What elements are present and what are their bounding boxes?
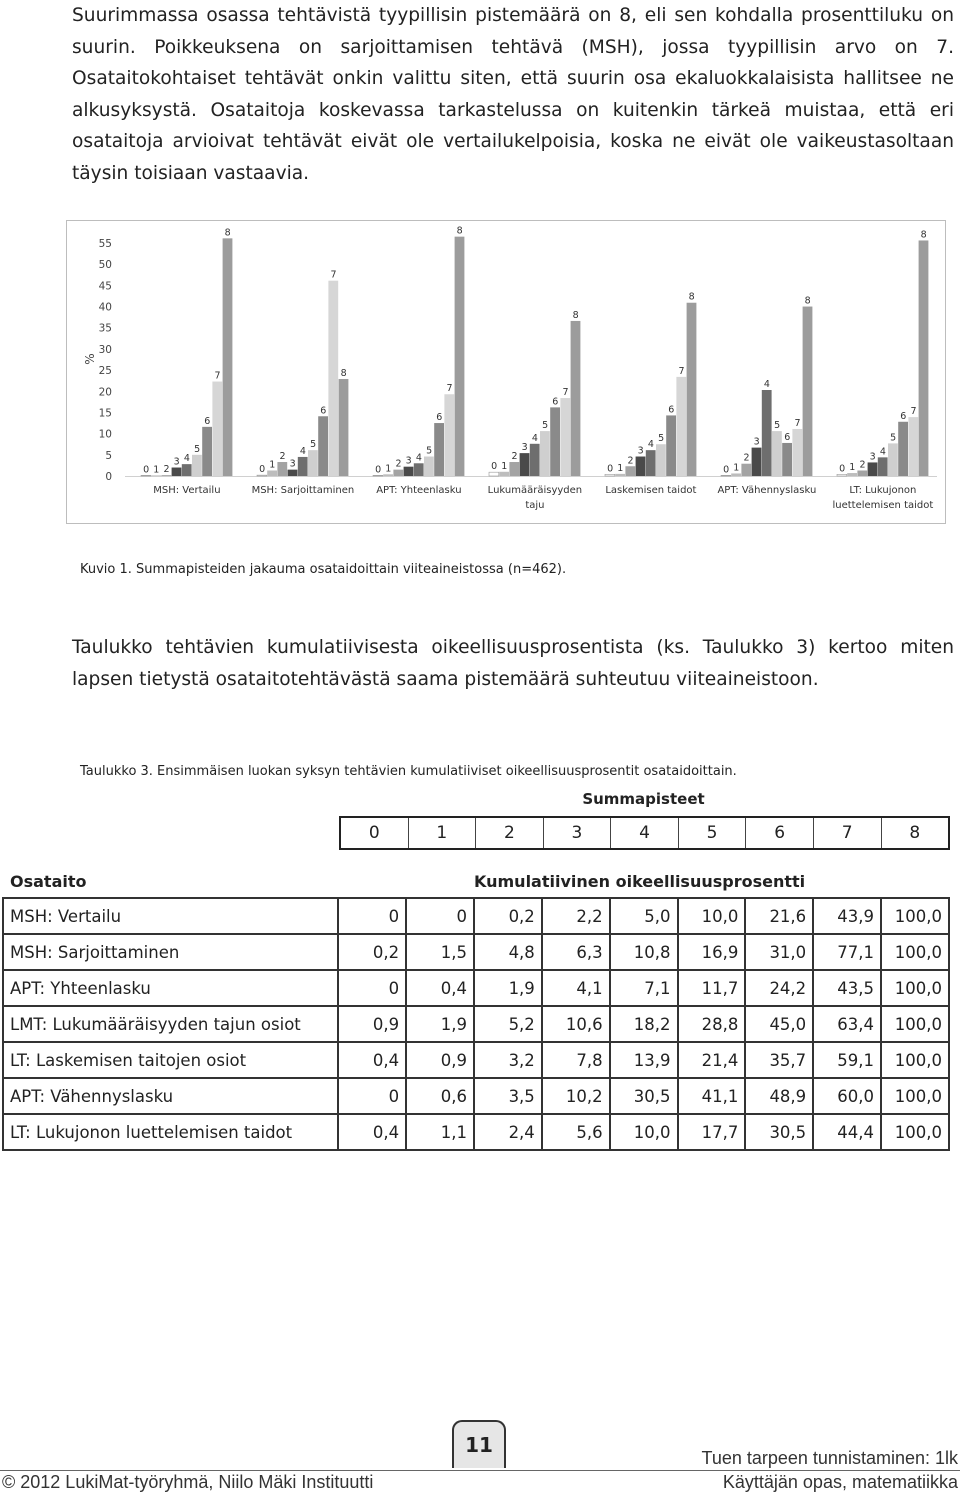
y-axis-label: % — [83, 353, 97, 365]
bar — [455, 237, 465, 476]
bar-data-label: 3 — [405, 455, 412, 467]
bar-data-label: 0 — [259, 464, 266, 476]
table-cell: 3,2 — [474, 1042, 542, 1078]
y-tick-label: 20 — [98, 386, 112, 399]
table-cell: 100,0 — [881, 934, 949, 970]
bar-data-label: 3 — [173, 456, 180, 468]
bar — [298, 457, 308, 476]
bar — [212, 382, 222, 476]
bar — [267, 470, 277, 476]
table-cell: 6,3 — [542, 934, 610, 970]
bar — [868, 462, 878, 476]
bar-data-label: 8 — [456, 225, 463, 237]
table-cell: 13,9 — [610, 1042, 678, 1078]
bar — [762, 390, 772, 476]
bar — [434, 423, 444, 476]
osataito-heading: Osataito — [10, 872, 87, 891]
bar-chart — [66, 220, 946, 524]
bar-data-label: 7 — [330, 269, 337, 281]
table-cell: 5,6 — [542, 1114, 610, 1150]
bar-data-label: 2 — [743, 452, 750, 464]
bar — [141, 475, 151, 476]
table-cell: 28,8 — [678, 1006, 746, 1042]
y-tick-label: 55 — [98, 238, 112, 250]
table-cell: 21,6 — [745, 898, 813, 934]
bar — [676, 377, 686, 476]
table-row — [3, 934, 949, 970]
bar-data-label: 0 — [723, 464, 730, 476]
footer-title-line1: Tuen tarpeen tunnistaminen: 1lk — [701, 1448, 958, 1468]
y-tick-label: 25 — [98, 365, 112, 378]
table-cell: 0,9 — [406, 1042, 474, 1078]
table-cell: 100,0 — [881, 898, 949, 934]
table-cell: 59,1 — [813, 1042, 881, 1078]
bar-data-label: 6 — [204, 415, 211, 427]
bar — [721, 475, 731, 476]
bar-data-label: 8 — [688, 291, 695, 303]
table-cell: 0 — [338, 970, 406, 1006]
bar-data-label: 1 — [501, 460, 508, 472]
score-header-cell: 4 — [610, 818, 678, 848]
bar — [656, 444, 666, 476]
bar-data-label: 1 — [269, 459, 276, 471]
bar — [803, 307, 813, 476]
bar — [520, 453, 530, 476]
bar-data-label: 2 — [627, 455, 634, 467]
bar — [919, 240, 929, 476]
table-cell: 2,4 — [474, 1114, 542, 1150]
score-header-cell: 6 — [745, 818, 813, 848]
intro-paragraph: Suurimmassa osassa tehtävistä tyypillisin pistemäärä on 8, eli sen kohdalla prosenttiluku on suurin. Poikkeuksena on sarjoittamisen tehtävä (MSH), jossa tyypillisin arvo on 7. Osataitokohtaiset tehtävät onkin valittu siten, että suurin osa ekaluokkalaisista hallitsee ne alkusyksystä. Osataitoja koskevassa tarkastelussa on kuitenkin tärkeä muistaa, että eri osataitoja arvioivat tehtävät eivät ole vertailukelpoisia, koska ne eivät ole vaikeustasoltaan täysin toisiaan vastaavia. — [72, 5, 954, 184]
table-cell: 10,8 — [610, 934, 678, 970]
bar-data-label: 2 — [279, 451, 286, 463]
bar — [192, 455, 202, 476]
table-cell: 0,4 — [338, 1114, 406, 1150]
y-tick-label: 40 — [98, 301, 112, 314]
bar — [373, 475, 383, 476]
score-header-cell: 1 — [408, 818, 476, 848]
row-label: LMT: Lukumääräisyyden tajun osiot — [3, 1006, 338, 1042]
table-cell: 7,1 — [610, 970, 678, 1006]
table-cell: 2,2 — [542, 898, 610, 934]
y-tick-label: 5 — [105, 449, 112, 462]
table-cell: 17,7 — [678, 1114, 746, 1150]
bar-data-label: 4 — [299, 445, 306, 457]
chart-svg — [67, 221, 945, 523]
bar-data-label: 8 — [340, 367, 347, 379]
table-cell: 0,6 — [406, 1078, 474, 1114]
table-cell: 4,8 — [474, 934, 542, 970]
table-intro-paragraph: Taulukko tehtävien kumulatiivisesta oikeellisuusprosentista (ks. Taulukko 3) kertoo miten lapsen tietystä osataitotehtävästä saama pistemäärä suhteutuu viiteaineistoon. — [72, 637, 954, 690]
bar — [898, 422, 908, 476]
bar-data-label: 3 — [869, 451, 876, 463]
table-cell: 100,0 — [881, 1114, 949, 1150]
bar — [550, 407, 560, 476]
table-cell: 0 — [338, 898, 406, 934]
y-tick-label: 10 — [98, 428, 112, 441]
bar — [636, 457, 646, 476]
bar — [277, 462, 287, 476]
bar-data-label: 3 — [753, 436, 760, 448]
table-cell: 5,0 — [610, 898, 678, 934]
table-cell: 0 — [338, 1078, 406, 1114]
bar — [615, 474, 625, 476]
table-cell: 45,0 — [745, 1006, 813, 1042]
y-tick-label: 35 — [98, 322, 112, 335]
cumulative-table — [2, 897, 950, 1151]
y-tick-label: 50 — [98, 259, 112, 272]
bar-data-label: 4 — [763, 379, 770, 391]
figure-caption: Kuvio 1. Summapisteiden jakauma osataidoittain viiteaineistossa (n=462). — [80, 562, 567, 577]
table-cell: 4,1 — [542, 970, 610, 1006]
score-header-cell: 0 — [368, 823, 380, 843]
bar — [339, 379, 349, 476]
bar — [625, 466, 635, 476]
table-cell: 16,9 — [678, 934, 746, 970]
bar-data-label: 2 — [511, 451, 518, 463]
table-cell: 100,0 — [881, 1006, 949, 1042]
bar-data-label: 7 — [794, 417, 801, 429]
x-category-label: taju — [525, 500, 545, 511]
bar-data-label: 7 — [214, 370, 221, 382]
bar — [782, 443, 792, 476]
bar — [393, 470, 403, 476]
bar-data-label: 7 — [910, 406, 917, 418]
bar — [837, 474, 847, 476]
bar — [257, 475, 267, 476]
table-cell: 1,5 — [406, 934, 474, 970]
bar-data-label: 5 — [310, 439, 317, 451]
table-cell: 7,8 — [542, 1042, 610, 1078]
bar-data-label: 1 — [617, 462, 624, 474]
table-cell: 1,9 — [474, 970, 542, 1006]
table-cell: 24,2 — [745, 970, 813, 1006]
bar-data-label: 6 — [668, 404, 675, 416]
bar-data-label: 5 — [194, 443, 201, 455]
bar-data-label: 8 — [572, 309, 579, 321]
table-row — [3, 1078, 949, 1114]
bar-data-label: 0 — [839, 463, 846, 475]
table-cell: 43,5 — [813, 970, 881, 1006]
table-cell: 0,2 — [338, 934, 406, 970]
bar — [741, 464, 751, 476]
footer-rule — [0, 1470, 960, 1471]
bar-data-label: 3 — [289, 458, 296, 470]
bar-data-label: 6 — [784, 431, 791, 443]
table-row — [3, 898, 949, 934]
table-cell: 10,0 — [610, 1114, 678, 1150]
score-header-cell: 2 — [475, 818, 543, 848]
table-cell: 10,0 — [678, 898, 746, 934]
bar — [878, 457, 888, 476]
bar-data-label: 5 — [542, 420, 549, 432]
table-row — [3, 1114, 949, 1150]
bar-data-label: 1 — [849, 462, 856, 474]
bar-data-label: 7 — [678, 365, 685, 377]
bar-data-label: 4 — [879, 446, 886, 458]
footer-title-line2: Käyttäjän opas, matematiikka — [722, 1472, 958, 1492]
table-caption: Taulukko 3. Ensimmäisen luokan syksyn tehtävien kumulatiiviset oikeellisuusprosentit osataidoittain. — [80, 764, 737, 779]
bar — [404, 467, 414, 476]
bar — [687, 303, 697, 476]
bar-data-label: 6 — [320, 405, 327, 417]
footer-copyright: © 2012 LukiMat-työryhmä, Niilo Mäki Instituutti — [2, 1472, 374, 1492]
bar-data-label: 3 — [637, 445, 644, 457]
bar — [499, 472, 509, 476]
row-label: LT: Laskemisen taitojen osiot — [3, 1042, 338, 1078]
bar-data-label: 5 — [426, 445, 433, 457]
bar — [605, 474, 615, 476]
x-category-label: APT: Vähennyslasku — [717, 485, 817, 496]
bar — [328, 281, 338, 476]
table-cell: 41,1 — [678, 1078, 746, 1114]
bar-data-label: 6 — [900, 410, 907, 422]
table-cell: 1,1 — [406, 1114, 474, 1150]
score-header-cell: 7 — [813, 818, 881, 848]
table-cell: 0,2 — [474, 898, 542, 934]
bar — [908, 417, 918, 476]
bar — [288, 470, 298, 476]
bar-data-label: 8 — [224, 227, 231, 239]
bar-data-label: 7 — [562, 387, 569, 399]
bar-data-label: 7 — [446, 383, 453, 395]
bar — [182, 464, 192, 476]
bar — [161, 475, 171, 476]
bar-data-label: 6 — [552, 396, 559, 408]
bar-data-label: 4 — [531, 432, 538, 444]
bar — [444, 394, 454, 476]
table-cell: 77,1 — [813, 934, 881, 970]
x-category-label: LT: Lukujonon — [849, 485, 917, 496]
table-row — [3, 1042, 949, 1078]
table-cell: 63,4 — [813, 1006, 881, 1042]
x-category-label: APT: Yhteenlasku — [376, 485, 462, 496]
bar — [172, 468, 182, 476]
table-cell: 10,6 — [542, 1006, 610, 1042]
bar-data-label: 8 — [804, 295, 811, 307]
bar-data-label: 0 — [607, 463, 614, 475]
table-cell: 18,2 — [610, 1006, 678, 1042]
table-row — [3, 970, 949, 1006]
row-label: MSH: Sarjoittaminen — [3, 934, 338, 970]
bar-data-label: 0 — [375, 464, 382, 476]
x-category-label: Laskemisen taidot — [605, 485, 697, 496]
bar-data-label: 1 — [733, 462, 740, 474]
bar-data-label: 0 — [491, 461, 498, 473]
bar — [752, 448, 762, 476]
bar — [772, 431, 782, 476]
bar — [560, 398, 570, 476]
bar-data-label: 4 — [183, 453, 190, 465]
bar-data-label: 5 — [890, 432, 897, 444]
bar — [489, 472, 499, 476]
y-tick-label: 45 — [98, 280, 112, 293]
bar — [847, 473, 857, 476]
bar — [571, 321, 581, 476]
page-number: 11 — [465, 1433, 493, 1457]
score-header-cell: 5 — [678, 818, 746, 848]
bar — [509, 462, 519, 476]
table-cell: 21,4 — [678, 1042, 746, 1078]
table-cell: 0,9 — [338, 1006, 406, 1042]
bar — [424, 457, 434, 476]
bar — [530, 444, 540, 476]
bar-data-label: 3 — [521, 442, 528, 454]
y-tick-label: 30 — [98, 343, 112, 356]
table-cell: 11,7 — [678, 970, 746, 1006]
bar — [888, 443, 898, 476]
table-cell: 1,9 — [406, 1006, 474, 1042]
x-category-label: MSH: Vertailu — [153, 485, 221, 496]
row-label: LT: Lukujonon luettelemisen taidot — [3, 1114, 338, 1150]
table-cell: 100,0 — [881, 1042, 949, 1078]
table-cell: 30,5 — [610, 1078, 678, 1114]
table-cell: 10,2 — [542, 1078, 610, 1114]
bar — [202, 427, 212, 476]
row-label: APT: Vähennyslasku — [3, 1078, 338, 1114]
bar-data-label: 5 — [658, 433, 665, 445]
page-number-tab — [452, 1420, 506, 1468]
table-cell: 100,0 — [881, 970, 949, 1006]
summapisteet-heading: Summapisteet — [582, 790, 705, 808]
bar-data-label: 4 — [647, 439, 654, 451]
bar — [540, 431, 550, 476]
score-header-cell: 8 — [881, 818, 949, 848]
x-category-label: Lukumääräisyyden — [487, 485, 583, 496]
table-cell: 44,4 — [813, 1114, 881, 1150]
table-cell: 60,0 — [813, 1078, 881, 1114]
table-row — [3, 1006, 949, 1042]
table-cell: 35,7 — [745, 1042, 813, 1078]
bar-data-label: 8 — [920, 229, 927, 241]
bar-data-label: 1 — [385, 463, 392, 475]
bar-data-label: 1 — [153, 464, 160, 476]
score-header-row — [339, 816, 950, 850]
bar-data-label: 0 — [143, 464, 150, 476]
bar — [308, 450, 318, 476]
bar-data-label: 6 — [436, 412, 443, 424]
bar — [414, 463, 424, 476]
table-cell: 0 — [406, 898, 474, 934]
y-tick-label: 0 — [105, 471, 112, 483]
score-header-cell: 3 — [543, 818, 611, 848]
bar-data-label: 2 — [163, 464, 170, 476]
table-cell: 30,5 — [745, 1114, 813, 1150]
cumulative-heading: Kumulatiivinen oikeellisuusprosentti — [474, 872, 806, 891]
table-cell: 48,9 — [745, 1078, 813, 1114]
table-cell: 100,0 — [881, 1078, 949, 1114]
table-cell: 0,4 — [338, 1042, 406, 1078]
row-label: MSH: Vertailu — [3, 898, 338, 934]
bar — [792, 429, 802, 476]
table-cell: 0,4 — [406, 970, 474, 1006]
bar — [318, 416, 328, 476]
bar — [646, 450, 656, 476]
bar-data-label: 2 — [395, 458, 402, 470]
bar — [223, 238, 233, 476]
table-cell: 31,0 — [745, 934, 813, 970]
x-category-label: MSH: Sarjoittaminen — [251, 485, 355, 496]
bar — [151, 475, 161, 476]
table-cell: 5,2 — [474, 1006, 542, 1042]
x-category-label: luettelemisen taidot — [832, 500, 934, 511]
bar-data-label: 5 — [774, 420, 781, 432]
bar — [383, 474, 393, 476]
row-label: APT: Yhteenlasku — [3, 970, 338, 1006]
table-cell: 43,9 — [813, 898, 881, 934]
bar — [857, 470, 867, 476]
table-cell: 3,5 — [474, 1078, 542, 1114]
bar — [731, 473, 741, 476]
bar — [666, 415, 676, 476]
y-tick-label: 15 — [98, 407, 112, 420]
bar-data-label: 2 — [859, 459, 866, 471]
bar-data-label: 4 — [415, 452, 422, 464]
